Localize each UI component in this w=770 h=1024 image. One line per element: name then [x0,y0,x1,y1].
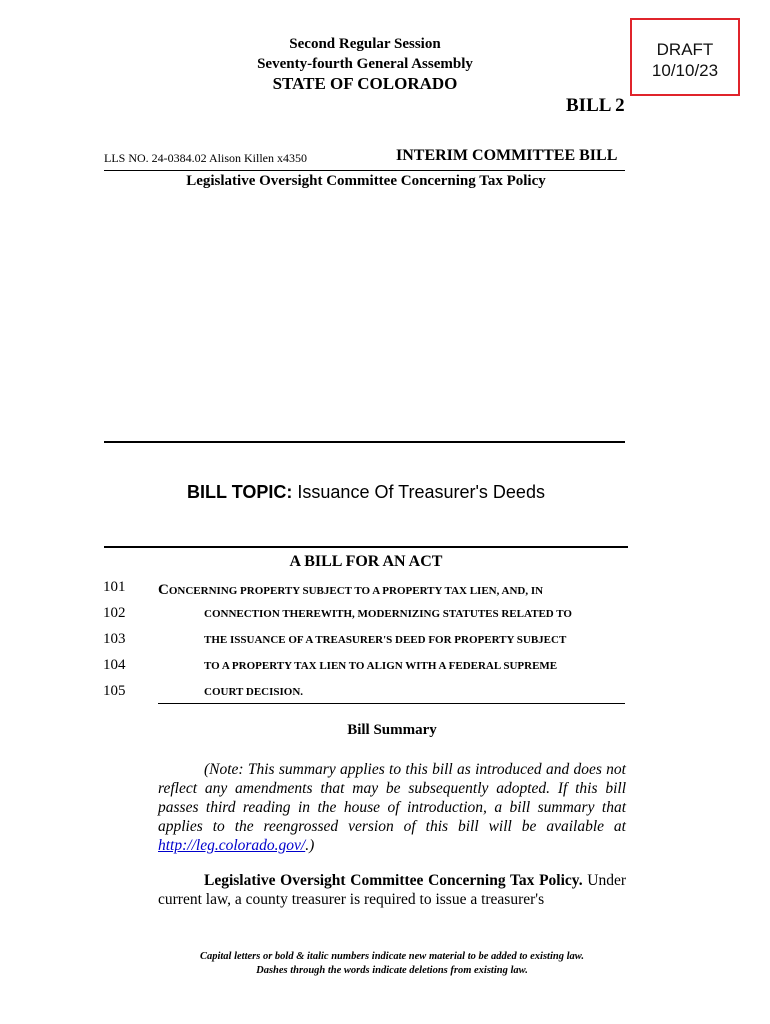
topic-divider-bottom [104,546,628,548]
line-number: 103 [103,631,126,647]
footer-line-1: Capital letters or bold & italic numbers indicate new material to be added to existing law. [199,951,585,962]
act-title: A BILL FOR AN ACT [289,553,443,570]
draft-stamp [630,18,740,96]
session-line: Second Regular Session [289,36,441,52]
footer-line-2: Dashes through the words indicate deletions from existing law. [256,965,528,976]
leg-website-link[interactable]: http://leg.colorado.gov/ [158,837,306,854]
line-number: 104 [103,657,126,673]
line-number: 105 [103,683,126,699]
paragraph-heading: Legislative Oversight Committee Concerning Tax Policy. [204,872,583,889]
draft-date: 10/10/23 [651,61,719,80]
title-line: CONNECTION THEREWITH, MODERNIZING STATUTES RELATED TO [204,608,572,620]
summary-note [158,760,626,855]
bill-topic-label: BILL TOPIC: [187,482,293,502]
header-divider [104,170,625,171]
title-line: CONCERNING PROPERTY SUBJECT TO A PROPERTY TAX LIEN, AND, IN [158,582,544,598]
line-number: 102 [103,605,126,621]
state-heading: STATE OF COLORADO [272,74,458,93]
topic-divider-top [104,441,625,443]
summary-note-text: (Note: This summary applies to this bill as introduced and does not reflect any amendments that may be subsequently adopted. If this bill passes third reading in the house of introduction, a bill summary that applies to the reengrossed version of this bill will be available at [158,761,626,835]
title-line: THE ISSUANCE OF A TREASURER'S DEED FOR PROPERTY SUBJECT [204,634,567,646]
bill-number: BILL 2 [566,95,625,116]
bill-topic-value: Issuance Of Treasurer's Deeds [297,482,545,502]
paragraph-text: Under current law, a county treasurer is required to issue a treasurer's [158,872,627,908]
summary-paragraph [158,871,626,909]
line-number: 101 [103,579,126,595]
lls-number: LLS NO. 24-0384.02 Alison Killen x4350 [104,151,307,165]
committee-name: Legislative Oversight Committee Concerning Tax Policy [186,173,546,189]
title-line: TO A PROPERTY TAX LIEN TO ALIGN WITH A FEDERAL SUPREME [204,660,558,672]
title-line: COURT DECISION. [204,686,304,698]
assembly-line: Seventy-fourth General Assembly [257,56,473,72]
bill-type: INTERIM COMMITTEE BILL [396,147,618,164]
summary-title: Bill Summary [347,722,437,738]
draft-label: DRAFT [656,40,714,59]
summary-note-end: .) [305,837,315,854]
session-heading [200,34,530,74]
bill-topic [104,482,628,503]
footer-legend [104,950,680,978]
title-end-rule [158,703,625,704]
